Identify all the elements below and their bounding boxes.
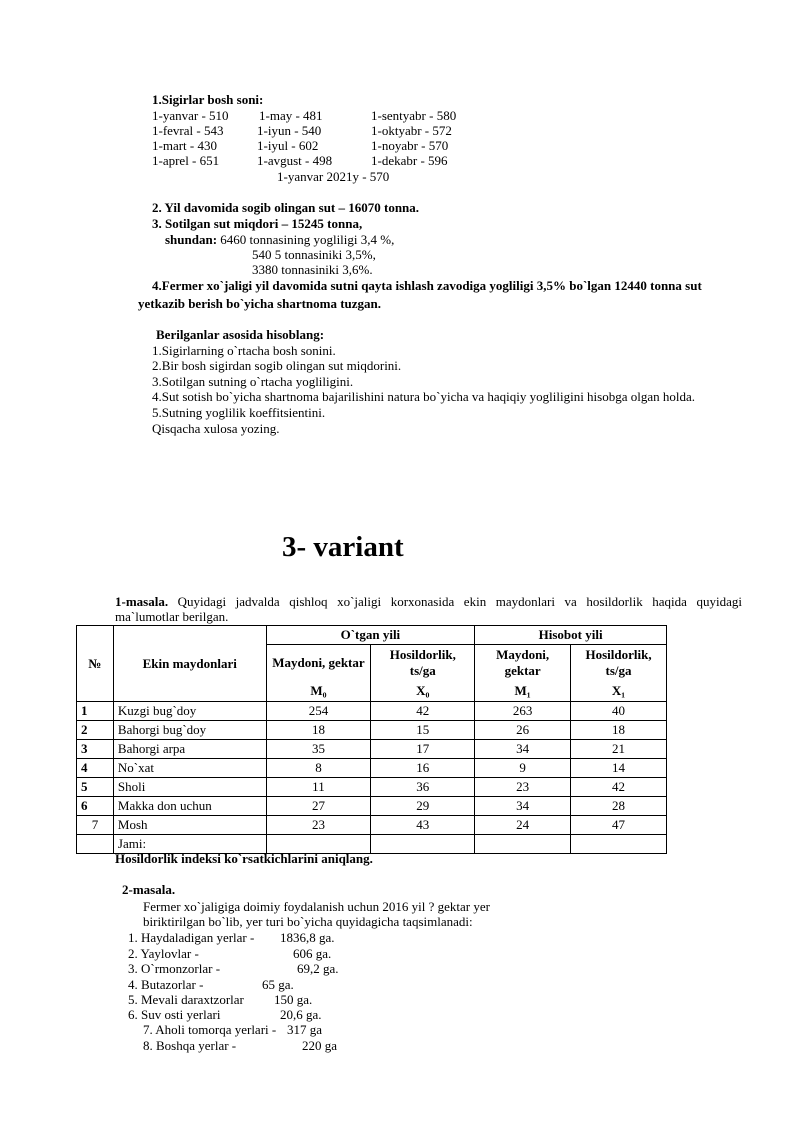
table-cell-m1: 24 — [475, 816, 571, 835]
masala1-text1: Quyidagi jadvalda qishloq xo`jaligi korxonasida ekin maydonlari va hosildorlik haqida quyidagi — [177, 594, 743, 609]
cow-count-mar: 1-mart - 430 — [152, 138, 217, 153]
symbol-m0: M₀ — [266, 681, 371, 702]
table-cell-m1: 34 — [475, 797, 571, 816]
table-cell-name: Bahorgi arpa — [113, 740, 266, 759]
table-cell-x0: 29 — [371, 797, 475, 816]
cow-count-jul: 1-iyul - 602 — [257, 138, 319, 153]
cow-count-sep: 1-sentyabr - 580 — [371, 108, 457, 123]
table-cell-m0: 35 — [266, 740, 371, 759]
land-type-value: 317 ga — [287, 1022, 323, 1037]
table-cell-no: 7 — [77, 816, 114, 835]
col-header-crop: Ekin maydonlari — [113, 626, 266, 702]
land-type-name: 7. Aholi tomorqa yerlari - — [143, 1022, 277, 1037]
table-row — [77, 759, 667, 778]
col-header-no: № — [77, 626, 114, 702]
symbol-m1: M₁ — [475, 681, 571, 702]
table-cell-x0: 42 — [371, 702, 475, 721]
land-type-name: 2. Yaylovlar - — [128, 946, 199, 961]
col-header-area-0: Maydoni, gektar — [266, 645, 371, 682]
table-cell-m0: 8 — [266, 759, 371, 778]
table-cell-m0: 23 — [266, 816, 371, 835]
table-row — [77, 816, 667, 835]
section3-shundan — [165, 232, 394, 248]
table-cell-x1: 14 — [571, 759, 667, 778]
table-cell-no: 1 — [77, 702, 114, 721]
task-item: 3.Sotilgan sutning o`rtacha yogliligini. — [152, 374, 354, 389]
section2-text: 2. Yil davomida sogib olingan sut – 16070 tonna. — [152, 200, 420, 215]
table-cell-x0: 17 — [371, 740, 475, 759]
land-type-name: 6. Suv osti yerlari — [128, 1007, 221, 1022]
cow-count-may: 1-may - 481 — [259, 108, 323, 123]
table-cell-x1: 18 — [571, 721, 667, 740]
task-item: 1.Sigirlarning o`rtacha bosh sonini. — [152, 343, 336, 358]
table-cell-m1: 26 — [475, 721, 571, 740]
land-type-value: 69,2 ga. — [297, 961, 339, 976]
cow-count-jan-2021: 1-yanvar 2021y - 570 — [277, 169, 390, 184]
variant-title: 3- variant — [282, 531, 404, 563]
table-cell-no: 6 — [77, 797, 114, 816]
table-cell-m0: 27 — [266, 797, 371, 816]
task-item: 4.Sut sotish bo`yicha shartnoma bajarilishini natura bo`yicha va haqiqiy yogliligini hisobga olgan holda. — [152, 389, 696, 404]
section4-line1: 4.Fermer xo`jaligi yil davomida sutni qayta ishlash zavodiga yogliligi 3,5% bo`lgan 12440 tonna sut — [152, 278, 702, 293]
land-type-value: 150 ga. — [274, 992, 313, 1007]
cow-count-jun: 1-iyun - 540 — [257, 123, 322, 138]
table-cell-name: Sholi — [113, 778, 266, 797]
table-cell-no: 4 — [77, 759, 114, 778]
table-cell-x0: 16 — [371, 759, 475, 778]
table-cell-m0: 18 — [266, 721, 371, 740]
table-cell-x0: 15 — [371, 721, 475, 740]
table-row — [77, 702, 667, 721]
total-row-no — [77, 835, 114, 854]
total-cell — [475, 835, 571, 854]
land-type-value: 1836,8 ga. — [280, 930, 335, 945]
table-cell-m1: 23 — [475, 778, 571, 797]
group-header-last-year: O`tgan yili — [266, 626, 475, 645]
table-cell-no: 2 — [77, 721, 114, 740]
cow-count-feb: 1-fevral - 543 — [152, 123, 224, 138]
task-item: 5.Sutning yoglilik koeffitsientini. — [152, 405, 326, 420]
land-type-name: 1. Haydaladigan yerlar - — [128, 930, 255, 945]
table-cell-m0: 254 — [266, 702, 371, 721]
section1-heading: 1.Sigirlar bosh soni: — [152, 92, 264, 107]
masala2-line2: biriktirilgan bo`lib, yer turi bo`yicha quyidagicha taqsimlanadi: — [143, 914, 473, 929]
table-cell-m1: 34 — [475, 740, 571, 759]
col-header-yield-1: Hosildorlik, ts/ga — [571, 645, 667, 682]
table-row — [77, 778, 667, 797]
land-type-value: 65 ga. — [262, 977, 294, 992]
table-cell-name: Bahorgi bug`doy — [113, 721, 266, 740]
table-cell-name: Makka don uchun — [113, 797, 266, 816]
shundan-text: 6460 tonnasining yogliligi 3,4 %, — [220, 232, 395, 247]
table-cell-m1: 263 — [475, 702, 571, 721]
land-type-value: 220 ga — [302, 1038, 338, 1053]
table-cell-x1: 28 — [571, 797, 667, 816]
total-row-label: Jami: — [113, 835, 266, 854]
table-cell-no: 3 — [77, 740, 114, 759]
table-cell-no: 5 — [77, 778, 114, 797]
table-cell-x1: 42 — [571, 778, 667, 797]
table-cell-x0: 43 — [371, 816, 475, 835]
crop-yield-table — [76, 625, 667, 854]
land-type-value: 606 ga. — [293, 946, 332, 961]
symbol-x1: X₁ — [571, 681, 667, 702]
task-item: 2.Bir bosh sigirdan sogib olingan sut miqdorini. — [152, 358, 402, 373]
section3-line3: 3380 tonnasiniki 3,6%. — [252, 262, 373, 277]
land-type-name: 8. Boshqa yerlar - — [143, 1038, 237, 1053]
shundan-label: shundan: — [165, 232, 218, 247]
table-cell-x0: 36 — [371, 778, 475, 797]
table-cell-name: Mosh — [113, 816, 266, 835]
land-type-name: 4. Butazorlar - — [128, 977, 204, 992]
section3-heading: 3. Sotilgan sut miqdori – 15245 tonna, — [152, 216, 363, 231]
section3-line2: 540 5 tonnasiniki 3,5%, — [252, 247, 376, 262]
masala1-label: 1-masala. — [115, 594, 169, 609]
tasks-heading: Berilganlar asosida hisoblang: — [156, 327, 325, 342]
masala1-footer: Hosildorlik indeksi ko`rsatkichlarini aniqlang. — [115, 851, 373, 866]
total-cell — [371, 835, 475, 854]
table-cell-m0: 11 — [266, 778, 371, 797]
table-cell-m1: 9 — [475, 759, 571, 778]
table-cell-x1: 21 — [571, 740, 667, 759]
table-cell-name: Kuzgi bug`doy — [113, 702, 266, 721]
land-type-name: 3. O`rmonzorlar - — [128, 961, 221, 976]
col-header-area-1: Maydoni, gektar — [475, 645, 571, 682]
cow-count-nov: 1-noyabr - 570 — [371, 138, 449, 153]
table-cell-x1: 47 — [571, 816, 667, 835]
masala1-text2: ma`lumotlar berilgan. — [115, 609, 229, 624]
total-cell — [571, 835, 667, 854]
cow-count-aug: 1-avgust - 498 — [257, 153, 333, 168]
table-row — [77, 797, 667, 816]
masala2-line1: Fermer xo`jaligiga doimiy foydalanish uchun 2016 yil ? gektar yer — [143, 899, 490, 914]
cow-count-jan: 1-yanvar - 510 — [152, 108, 229, 123]
table-row — [77, 740, 667, 759]
masala1-intro — [115, 594, 742, 610]
cow-count-apr: 1-aprel - 651 — [152, 153, 220, 168]
symbol-x0: X₀ — [371, 681, 475, 702]
table-cell-name: No`xat — [113, 759, 266, 778]
group-header-report-year: Hisobot yili — [475, 626, 667, 645]
section4-line2: yetkazib berish bo`yicha shartnoma tuzgan. — [138, 296, 382, 311]
land-type-value: 20,6 ga. — [280, 1007, 322, 1022]
land-type-name: 5. Mevali daraxtzorlar — [128, 992, 244, 1007]
col-header-yield-0: Hosildorlik, ts/ga — [371, 645, 475, 682]
task-item: Qisqacha xulosa yozing. — [152, 421, 280, 436]
table-row — [77, 721, 667, 740]
cow-count-oct: 1-oktyabr - 572 — [371, 123, 452, 138]
table-cell-x1: 40 — [571, 702, 667, 721]
cow-count-dec: 1-dekabr - 596 — [371, 153, 448, 168]
masala2-label: 2-masala. — [122, 882, 176, 897]
